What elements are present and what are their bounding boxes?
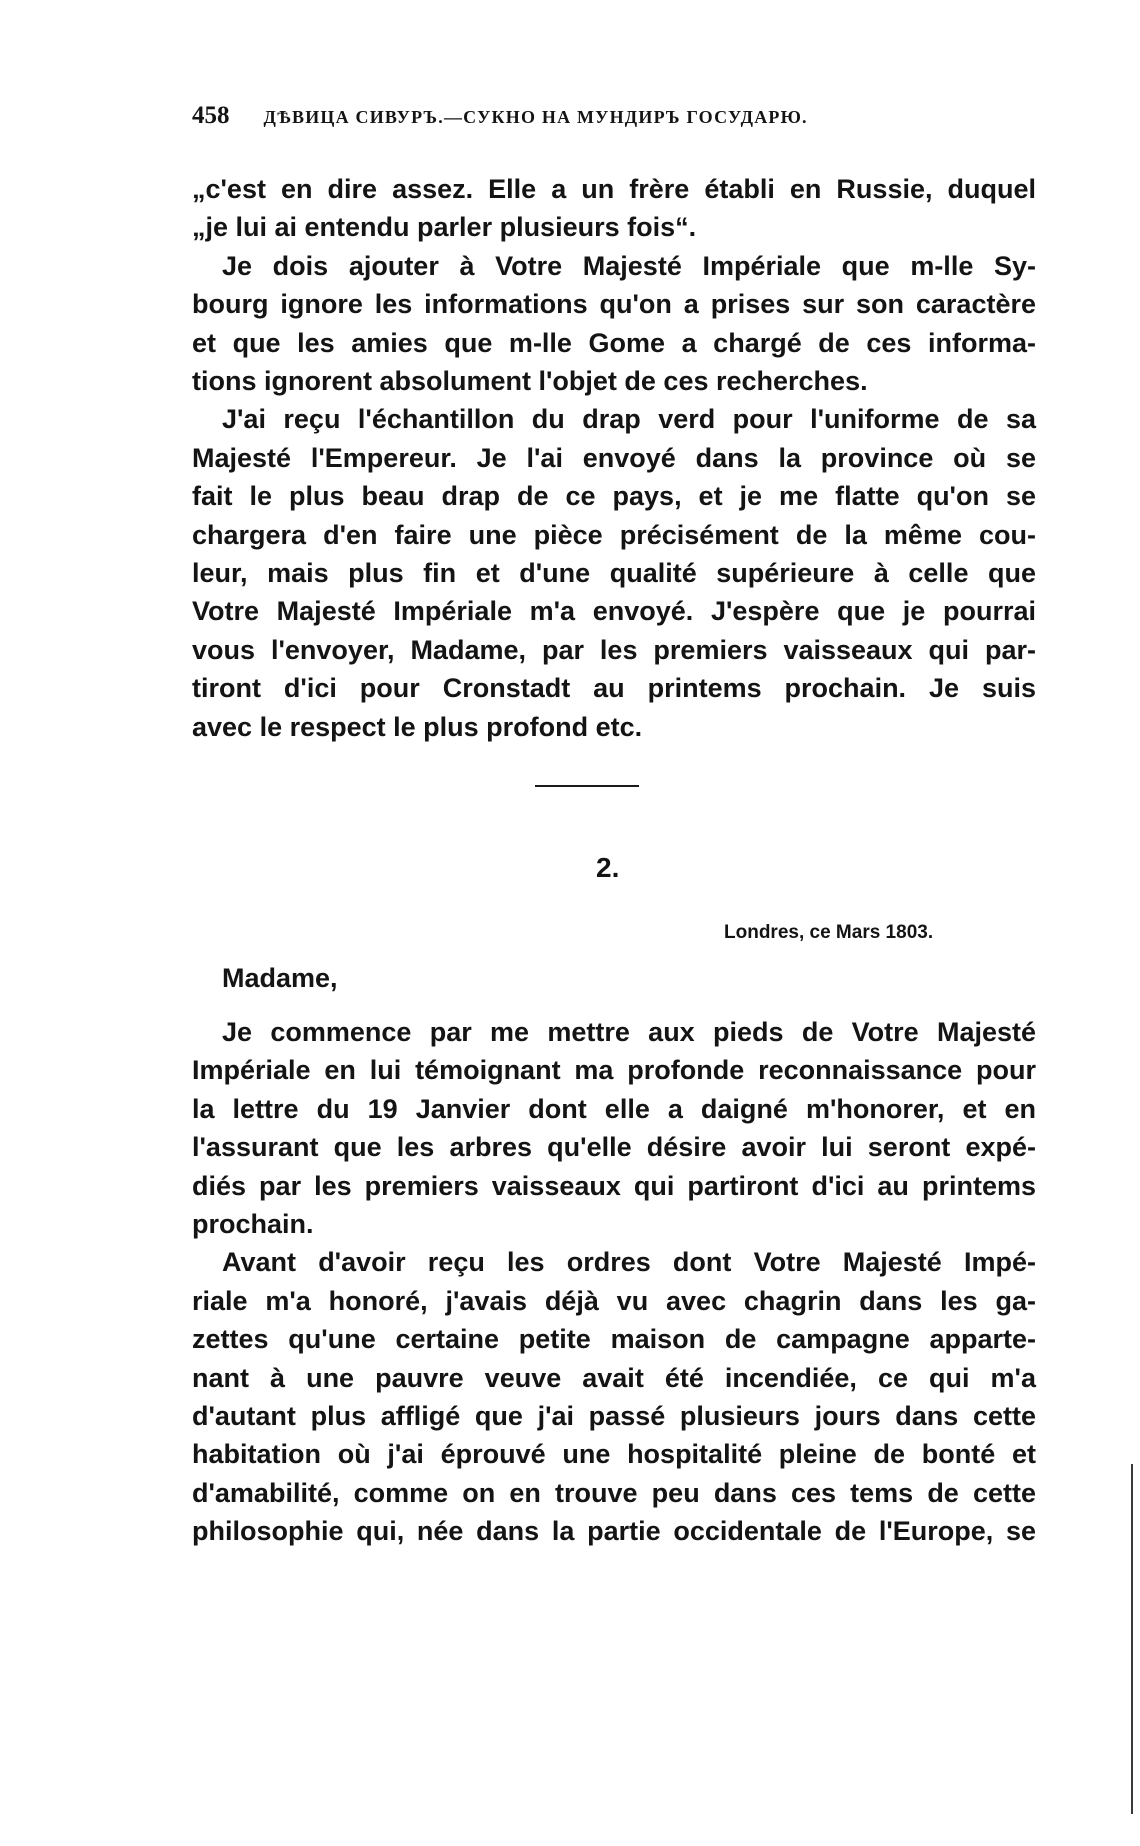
text-line: Votre Majesté Impériale m'a envoyé. J'espère que je pourrai xyxy=(192,596,1036,627)
text-line: bourg ignore les informations qu'on a prises sur son caractère xyxy=(192,289,1036,320)
text-line: tions ignorent absolument l'objet de ces recherches. xyxy=(192,366,868,397)
text-line: „je lui ai entendu parler plusieurs fois“. xyxy=(192,212,697,243)
text-line: diés par les premiers vaisseaux qui partiront d'ici au printems xyxy=(192,1170,1036,1201)
page-number: 458 xyxy=(192,102,230,129)
text-line: Impériale en lui témoignant ma profonde reconnaissance pour xyxy=(192,1055,1036,1086)
text-line: l'assurant que les arbres qu'elle désire avoir lui seront expé- xyxy=(192,1132,1036,1163)
text-line: chargera d'en faire une pièce précisément de la même cou- xyxy=(192,519,1036,550)
letter-number: 2. xyxy=(596,852,620,883)
text-line: leur, mais plus fin et d'une qualité supérieure à celle que xyxy=(192,558,1036,589)
text-line: Je dois ajouter à Votre Majesté Impériale que m-lle Sy- xyxy=(222,250,1036,281)
text-line: d'amabilité, comme on en trouve peu dans ces tems de cette xyxy=(192,1477,1036,1508)
text-line: fait le plus beau drap de ce pays, et je me flatte qu'on se xyxy=(192,481,1036,512)
text-line: riale m'a honoré, j'avais déjà vu avec chagrin dans les ga- xyxy=(192,1285,1036,1316)
text-line: J'ai reçu l'échantillon du drap verd pour l'uniforme de sa xyxy=(222,404,1036,435)
scan-margin-line xyxy=(1131,1464,1133,1814)
letter-1-text xyxy=(192,170,1036,746)
text-line: prochain. xyxy=(192,1209,314,1240)
letter-dateline: Londres, ce Mars 1803. xyxy=(724,922,934,943)
text-line: avec le respect le plus profond etc. xyxy=(192,711,643,742)
text-line: Je commence par me mettre aux pieds de Votre Majesté xyxy=(222,1017,1036,1047)
section-divider xyxy=(535,785,639,787)
text-line: tiront d'ici pour Cronstadt au printems prochain. Je suis xyxy=(192,673,1036,704)
letter-salutation: Madame, xyxy=(222,963,338,993)
text-line: zettes qu'une certaine petite maison de campagne apparte- xyxy=(192,1324,1036,1355)
running-head xyxy=(192,102,912,130)
text-line: Avant d'avoir reçu les ordres dont Votre Majesté Impé- xyxy=(222,1247,1036,1278)
letter-2-text xyxy=(192,1013,1036,1551)
running-title: ДѢВИЦА СИВУРЪ.—СУКНО НА МУНДИРЪ ГОСУДАРЮ. xyxy=(263,107,808,127)
text-line: „c'est en dire assez. Elle a un frère établi en Russie, duquel xyxy=(192,174,1036,204)
text-line: nant à une pauvre veuve avait été incendiée, ce qui m'a xyxy=(192,1362,1036,1393)
text-line: la lettre du 19 Janvier dont elle a daigné m'honorer, et en xyxy=(192,1093,1036,1124)
text-line: vous l'envoyer, Madame, par les premiers vaisseaux qui par- xyxy=(192,634,1036,665)
text-line: d'autant plus affligé que j'ai passé plusieurs jours dans cette xyxy=(192,1401,1036,1432)
text-line: Majesté l'Empereur. Je l'ai envoyé dans la province où se xyxy=(192,442,1036,473)
text-line: habitation où j'ai éprouvé une hospitalité pleine de bonté et xyxy=(192,1439,1036,1470)
text-line: philosophie qui, née dans la partie occidentale de l'Europe, se xyxy=(192,1516,1036,1547)
text-line: et que les amies que m-lle Gome a chargé de ces informa- xyxy=(192,327,1036,358)
